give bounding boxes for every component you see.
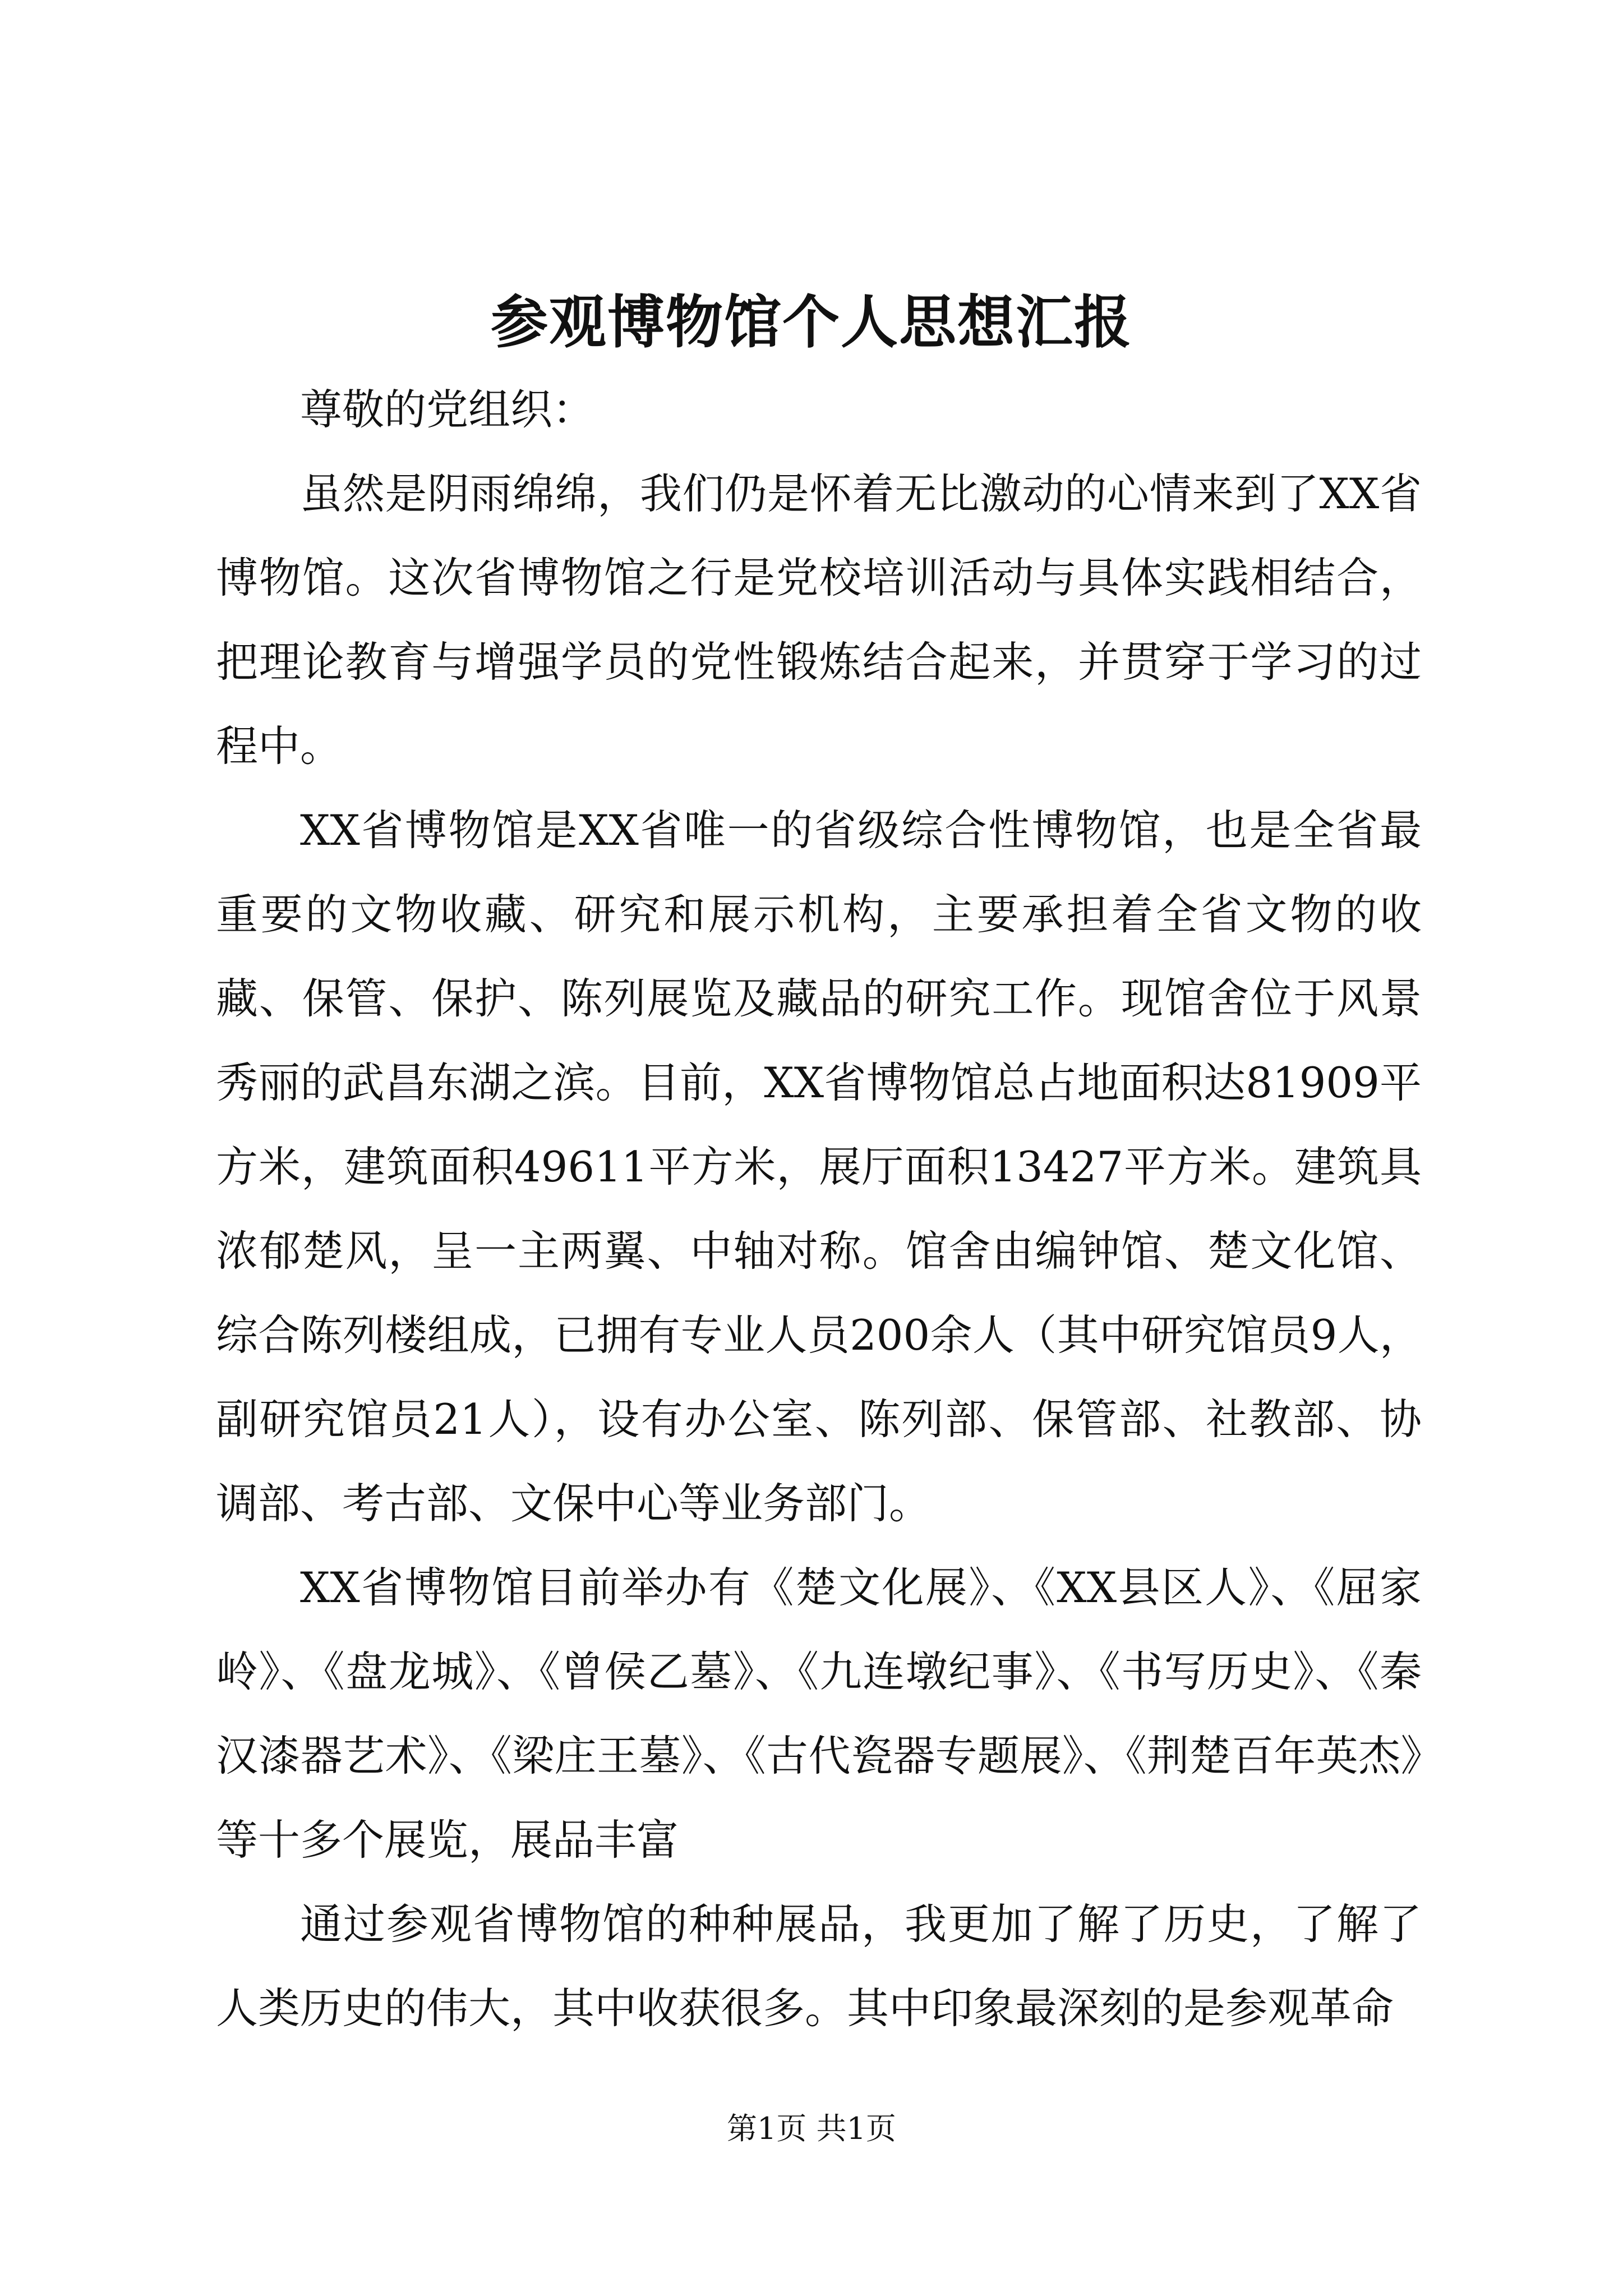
paragraph-1: 虽然是阴雨绵绵，我们仍是怀着无比激动的心情来到了XX省博物馆。这次省博物馆之行是党校培训活动与具体实践相结合，把理论教育与增强学员的党性锻炼结合起来，并贯穿于学习的过程中。 [216, 469, 1422, 771]
paragraph-2: XX省博物馆是XX省唯一的省级综合性博物馆，也是全省最重要的文物收藏、研究和展示机构，主要承担着全省文物的收藏、保管、保护、陈列展览及藏品的研究工作。现馆舍位于风景秀丽的武昌东湖之滨。目前，XX省博物馆总占地面积达81909平方米，建筑面积49611平方米，展厅面积13427平方米。建筑具浓郁楚风，呈一主两翼、中轴对称。馆舍由编钟馆、楚文化馆、综合陈列楼组成，已拥有专业人员200余人（其中研究馆员9人，副研究馆员21人），设有办公室、陈列部、保管部、社教部、协调部、考古部、文保中心等业务部门。 [216, 806, 1422, 1528]
document-title: 参观博物馆个人思想汇报 [491, 289, 1132, 356]
page-footer: 第1页 共1页 [727, 2111, 896, 2146]
salutation: 尊敬的党组织： [300, 385, 595, 434]
document-body [216, 367, 1422, 2050]
paragraph-4: 通过参观省博物馆的种种展品，我更加了解了历史，了解了人类历史的伟大，其中收获很多。其中印象最深刻的是参观革命 [216, 1899, 1422, 2033]
paragraph-3: XX省博物馆目前举办有《楚文化展》、《XX县区人》、《屈家岭》、《盘龙城》、《曾侯乙墓》、《九连墩纪事》、《书写历史》、《秦汉漆器艺术》、《梁庄王墓》、《古代瓷器专题展》、《荆楚百年英杰》等十多个展览，展品丰富 [216, 1563, 1422, 1865]
